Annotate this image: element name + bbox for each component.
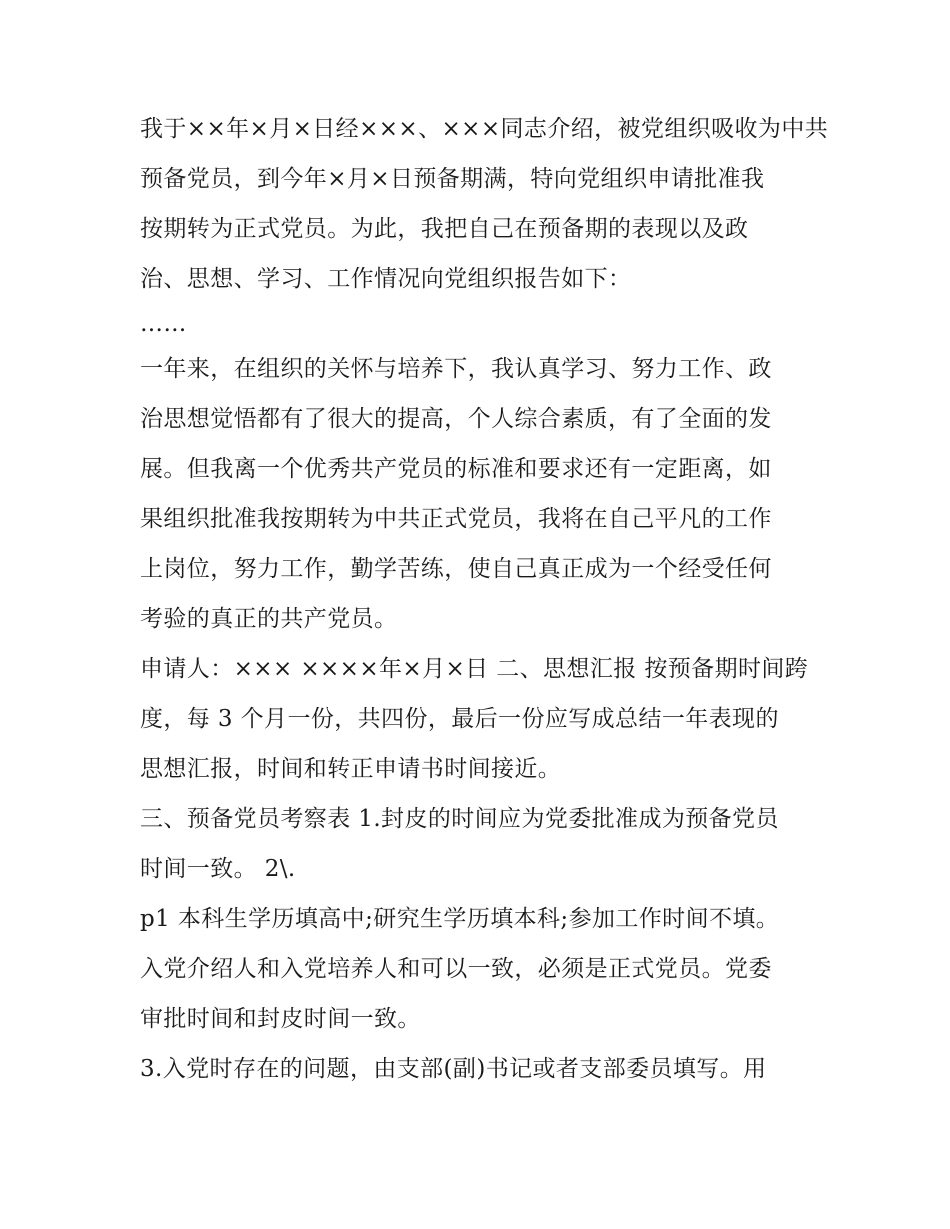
paragraph-line: 入党介绍人和入党培养人和可以一致，必须是正式党员。党委 [140,956,772,982]
paragraph-line: 展。但我离一个优秀共产党员的标准和要求还有一定距离，如 [140,456,772,482]
paragraph-line: 时间一致。 2\. [140,856,296,882]
paragraph-line: 预备党员，到今年×月×日预备期满，特向党组织申请批准我 [140,166,765,192]
paragraph-line: 我于××年×月×日经×××、×××同志介绍，被党组织吸收为中共 [140,116,829,142]
paragraph-line: 三、预备党员考察表 1.封皮的时间应为党委批准成为预备党员 [140,806,779,832]
ellipsis-line: …… [140,311,187,337]
paragraph-line: 一年来，在组织的关怀与培养下，我认真学习、努力工作、政 [140,356,772,382]
paragraph-line: 申请人：××× ××××年×月×日 二、思想汇报 按预备期时间跨 [140,656,809,682]
paragraph-line: 思想汇报，时间和转正申请书时间接近。 [140,756,562,782]
paragraph-line: 上岗位，努力工作，勤学苦练，使自己真正成为一个经受任何 [140,556,772,582]
document-body [140,104,829,1094]
paragraph-line: 度，每 3 个月一份，共四份，最后一份应写成总结一年表现的 [140,706,779,732]
paragraph-line: 果组织批准我按期转为中共正式党员，我将在自己平凡的工作 [140,506,772,532]
paragraph-line: 治、思想、学习、工作情况向党组织报告如下： [140,266,632,292]
paragraph-line: 3.入党时存在的问题，由支部(副)书记或者支部委员填写。用 [140,1056,767,1082]
paragraph-line: p1 本科生学历填高中;研究生学历填本科;参加工作时间不填。 [140,906,780,932]
paragraph-line: 按期转为正式党员。为此，我把自己在预备期的表现以及政 [140,216,749,242]
paragraph-line: 考验的真正的共产党员。 [140,606,398,632]
paragraph-line: 审批时间和封皮时间一致。 [140,1006,421,1032]
paragraph-line: 治思想觉悟都有了很大的提高，个人综合素质，有了全面的发 [140,406,772,432]
